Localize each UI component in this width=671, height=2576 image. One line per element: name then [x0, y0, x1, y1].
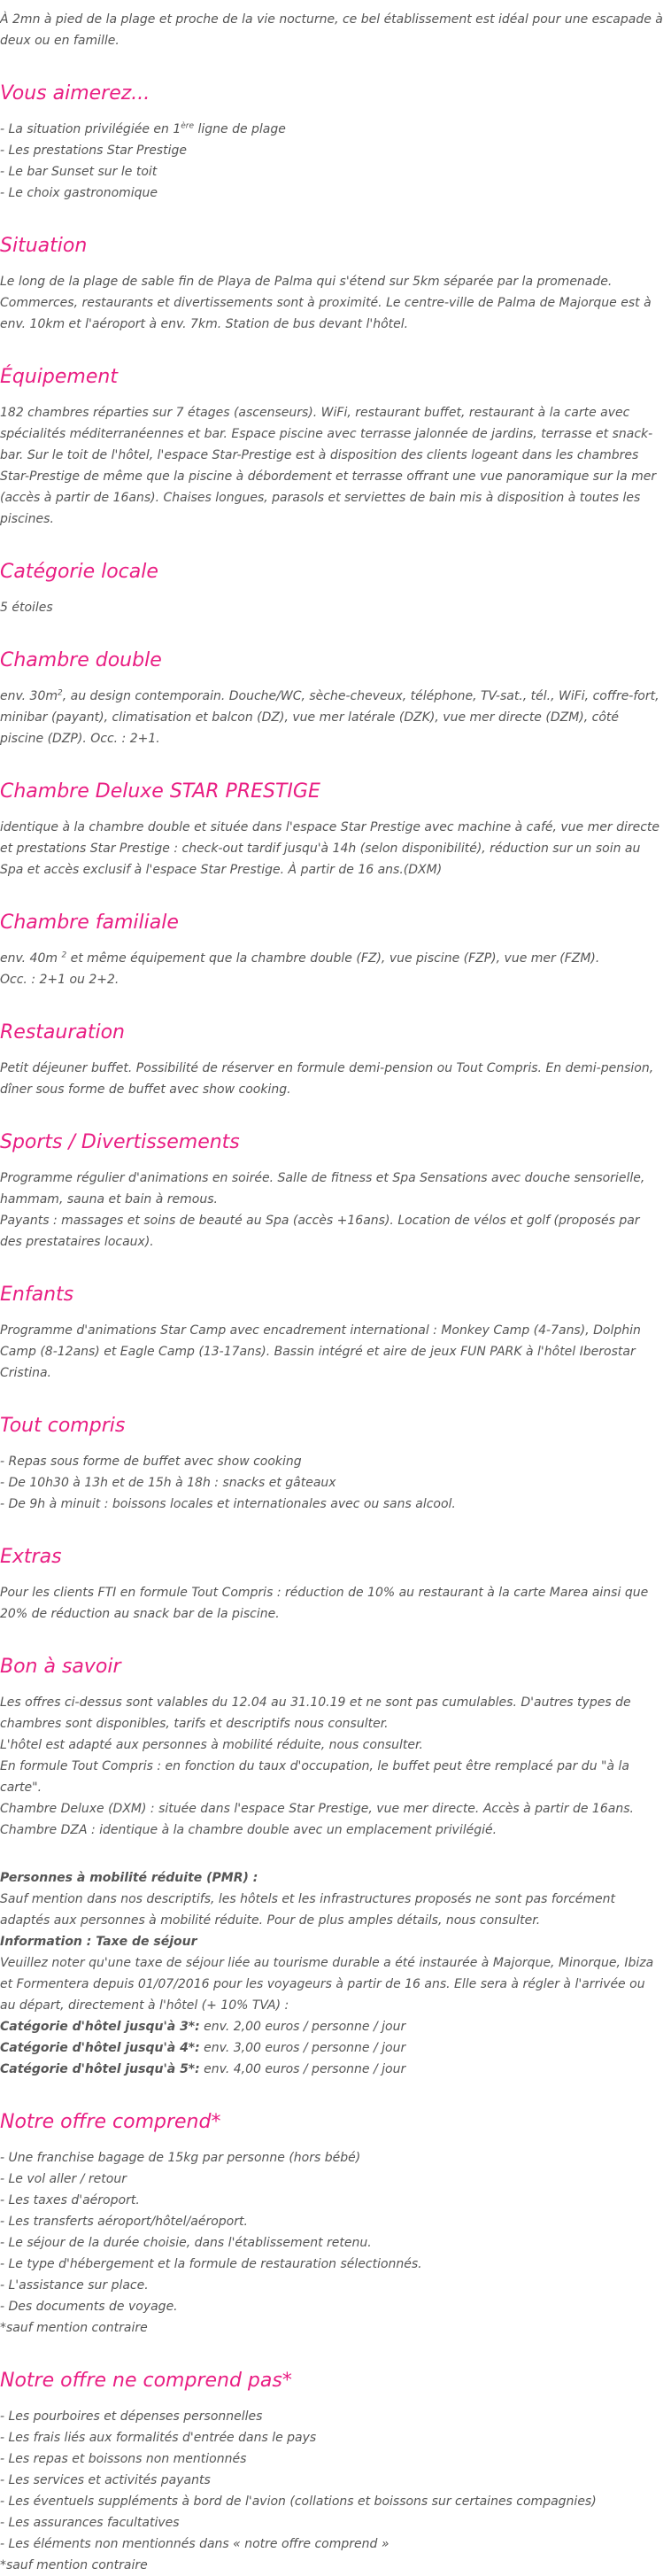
section-vous-aimerez	[0, 81, 664, 204]
list-item: - De 10h30 à 13h et de 15h à 18h : snacks et gâteaux	[0, 1476, 336, 1490]
list-item: - Repas sous forme de buffet avec show cooking	[0, 1455, 302, 1469]
chambre-familiale-occupancy: Occ. : 2+1 ou 2+2.	[0, 973, 120, 987]
list-item: - Les frais liés aux formalités d'entrée dans le pays	[0, 2431, 317, 2445]
taxe-label: Information : Taxe de séjour	[0, 1935, 197, 1949]
list-item: - La situation privilégiée en 1ère ligne de plage	[0, 121, 286, 136]
bon-a-savoir-line: L'hôtel est adapté aux personnes à mobilité réduite, nous consulter.	[0, 1738, 423, 1752]
list-item: - Les transferts aéroport/hôtel/aéroport.	[0, 2215, 248, 2229]
section-chambre-double	[0, 648, 664, 749]
situation-title: Situation	[0, 235, 88, 257]
section-tout-compris	[0, 1414, 664, 1515]
bon-a-savoir-line: En formule Tout Compris : en fonction du taux d'occupation, le buffet peut être remplacé par du "à la carte".	[0, 1759, 629, 1795]
footnote: *sauf mention contraire	[0, 2321, 148, 2335]
bon-a-savoir-title: Bon à savoir	[0, 1656, 121, 1678]
sports-text: Programme régulier d'animations en soirée. Salle de fitness et Spa Sensations avec douche sensorielle, hammam, sauna et bain à remous.	[0, 1171, 645, 1207]
list-item: - L'assistance sur place.	[0, 2278, 149, 2293]
list-item: - Les éventuels suppléments à bord de l'avion (collations et boissons sur certaines compagnies)	[0, 2495, 597, 2509]
sports-text-payants: Payants : massages et soins de beauté au Spa (accès +16ans). Location de vélos et golf (proposés par des prestataires locaux).	[0, 1214, 640, 1249]
footnote: *sauf mention contraire	[0, 2558, 148, 2572]
categorie-text: 5 étoiles	[0, 601, 53, 615]
list-item: - Les assurances facultatives	[0, 2516, 180, 2530]
taxe-row: Catégorie d'hôtel jusqu'à 4*: env. 3,00 euros / personne / jour	[0, 2041, 406, 2055]
section-chambre-familiale	[0, 911, 664, 990]
chambre-familiale-title: Chambre familiale	[0, 912, 179, 934]
list-item: - Le type d'hébergement et la formule de restauration sélectionnés.	[0, 2257, 422, 2271]
tout-compris-list	[0, 1451, 664, 1515]
sports-title: Sports / Divertissements	[0, 1131, 240, 1153]
list-item: - Le choix gastronomique	[0, 186, 158, 200]
offre-comprend-list	[0, 2147, 664, 2339]
offre-comprend-title: Notre offre comprend*	[0, 2111, 221, 2133]
list-item: - Les prestations Star Prestige	[0, 144, 187, 158]
intro-text: À 2mn à pied de la plage et proche de la vie nocturne, ce bel établissement est idéal pour une escapade à deux ou en famille.	[0, 12, 663, 48]
section-extras	[0, 1545, 664, 1625]
pmr-text: Sauf mention dans nos descriptifs, les hôtels et les infrastructures proposés ne sont pas forcément adaptés aux personnes à mobilité réduite. Pour de plus amples détails, nous consulter.	[0, 1892, 616, 1928]
list-item: - Le vol aller / retour	[0, 2172, 127, 2186]
taxe-row: Catégorie d'hôtel jusqu'à 3*: env. 2,00 euros / personne / jour	[0, 2020, 406, 2034]
enfants-text: Programme d'animations Star Camp avec encadrement international : Monkey Camp (4-7ans), Dolphin Camp (8-12ans) et Eagle Camp (13-17ans). Bassin intégré et aire de jeux FUN PARK à l'hôtel Iberostar Cristina.	[0, 1323, 641, 1380]
section-restauration	[0, 1020, 664, 1100]
section-chambre-deluxe	[0, 780, 664, 881]
enfants-title: Enfants	[0, 1284, 74, 1306]
section-situation	[0, 234, 664, 335]
list-item: - Le bar Sunset sur le toit	[0, 165, 158, 179]
tout-compris-title: Tout compris	[0, 1415, 126, 1437]
pmr-label: Personnes à mobilité réduite (PMR) :	[0, 1871, 258, 1885]
list-item: - Des documents de voyage.	[0, 2300, 178, 2314]
list-item: - Les services et activités payants	[0, 2473, 211, 2487]
extras-title: Extras	[0, 1546, 62, 1568]
taxe-text: Veuillez noter qu'une taxe de séjour liée au tourisme durable a été instaurée à Majorque, Minorque, Ibiza et Formentera depuis 01/07/2016 pour les voyageurs à partir de 16 ans. Elle sera à régler à l'arrivée ou au départ, directement à l'hôtel (+ 10% TVA) :	[0, 1956, 654, 2013]
chambre-double-title: Chambre double	[0, 649, 162, 671]
list-item: - Une franchise bagage de 15kg par personne (hors bébé)	[0, 2151, 361, 2165]
section-equipement	[0, 365, 664, 530]
list-item: - Les repas et boissons non mentionnés	[0, 2452, 247, 2466]
restauration-title: Restauration	[0, 1021, 126, 1044]
chambre-familiale-text: env. 40m $^2$ et même équipement que la chambre double (FZ), vue piscine (FZP), vue mer (FZM).	[0, 950, 600, 966]
list-item: - Les pourboires et dépenses personnelles	[0, 2409, 263, 2424]
offre-ne-comprend-pas-list	[0, 2406, 664, 2576]
section-categorie	[0, 560, 664, 618]
chambre-deluxe-text: identique à la chambre double et située dans l'espace Star Prestige avec machine à café, vue mer directe et prestations Star Prestige : check-out tardif jusqu'à 14h (selon disponibilité), réduction sur un soin au Spa et accès exclusif à l'espace Star Prestige. À partir de 16 ans.(DXM)	[0, 820, 660, 877]
section-offre-ne-comprend-pas	[0, 2369, 664, 2576]
situation-text: Le long de la plage de sable fin de Playa de Palma qui s'étend sur 5km séparée par la promenade. Commerces, restaurants et divertissements sont à proximité. Le centre-ville de Palma de Majorque est à env. 10km et l'aéroport à env. 7km. Station de bus devant l'hôtel.	[0, 275, 652, 331]
chambre-deluxe-title: Chambre Deluxe STAR PRESTIGE	[0, 780, 320, 803]
list-item: - De 9h à minuit : boissons locales et internationales avec ou sans alcool.	[0, 1497, 456, 1511]
equipement-title: Équipement	[0, 366, 118, 388]
extras-text: Pour les clients FTI en formule Tout Compris : réduction de 10% au restaurant à la carte Marea ainsi que 20% de réduction au snack bar de la piscine.	[0, 1586, 649, 1621]
bon-a-savoir-line: Chambre Deluxe (DXM) : située dans l'espace Star Prestige, vue mer directe. Accès à partir de 16ans.	[0, 1802, 634, 1816]
chambre-double-text: env. $30m^2$, au design contemporain. Douche/WC, sèche-cheveux, téléphone, TV-sat., tél., WiFi, coffre-fort, minibar (payant), climatisation et balcon (DZ), vue mer latérale (DZK), vue mer directe (DZM), côté piscine (DZP). Occ. : 2+1.	[0, 688, 659, 746]
vous-aimerez-list	[0, 119, 664, 204]
equipement-text: 182 chambres réparties sur 7 étages (ascenseurs). WiFi, restaurant buffet, restaurant à la carte avec spécialités méditerranéennes et bar. Espace piscine avec terrasse jalonnée de jardins, terrasse et snack-bar. Sur le toit de l'hôtel, l'espace Star-Prestige est à disposition des clients logeant dans les chambres Star-Prestige de même que la piscine à débordement et terrasse offrant une vue panoramique sur la mer (accès à partir de 16ans). Chaises longues, parasols et serviettes de bain mis à disposition à toutes les piscines.	[0, 406, 657, 526]
bon-a-savoir-line: Les offres ci-dessus sont valables du 12.04 au 31.10.19 et ne sont pas cumulables. D'autres types de chambres sont disponibles, tarifs et descriptifs nous consulter.	[0, 1695, 631, 1731]
section-sports	[0, 1130, 664, 1253]
section-enfants	[0, 1283, 664, 1384]
section-bon-a-savoir	[0, 1655, 664, 2080]
offre-ne-comprend-pas-title: Notre offre ne comprend pas*	[0, 2370, 292, 2392]
spacer	[0, 1841, 664, 1867]
list-item: - Le séjour de la durée choisie, dans l'établissement retenu.	[0, 2236, 372, 2250]
bon-a-savoir-line: Chambre DZA : identique à la chambre double avec un emplacement privilégié.	[0, 1823, 497, 1837]
restauration-text: Petit déjeuner buffet. Possibilité de réserver en formule demi-pension ou Tout Compris. En demi-pension, dîner sous forme de buffet avec show cooking.	[0, 1061, 654, 1097]
taxe-row: Catégorie d'hôtel jusqu'à 5*: env. 4,00 euros / personne / jour	[0, 2062, 406, 2076]
section-offre-comprend	[0, 2110, 664, 2339]
categorie-title: Catégorie locale	[0, 561, 158, 583]
list-item: - Les taxes d'aéroport.	[0, 2193, 140, 2207]
vous-aimerez-title: Vous aimerez...	[0, 82, 150, 105]
list-item: - Les éléments non mentionnés dans « notre offre comprend »	[0, 2537, 389, 2551]
